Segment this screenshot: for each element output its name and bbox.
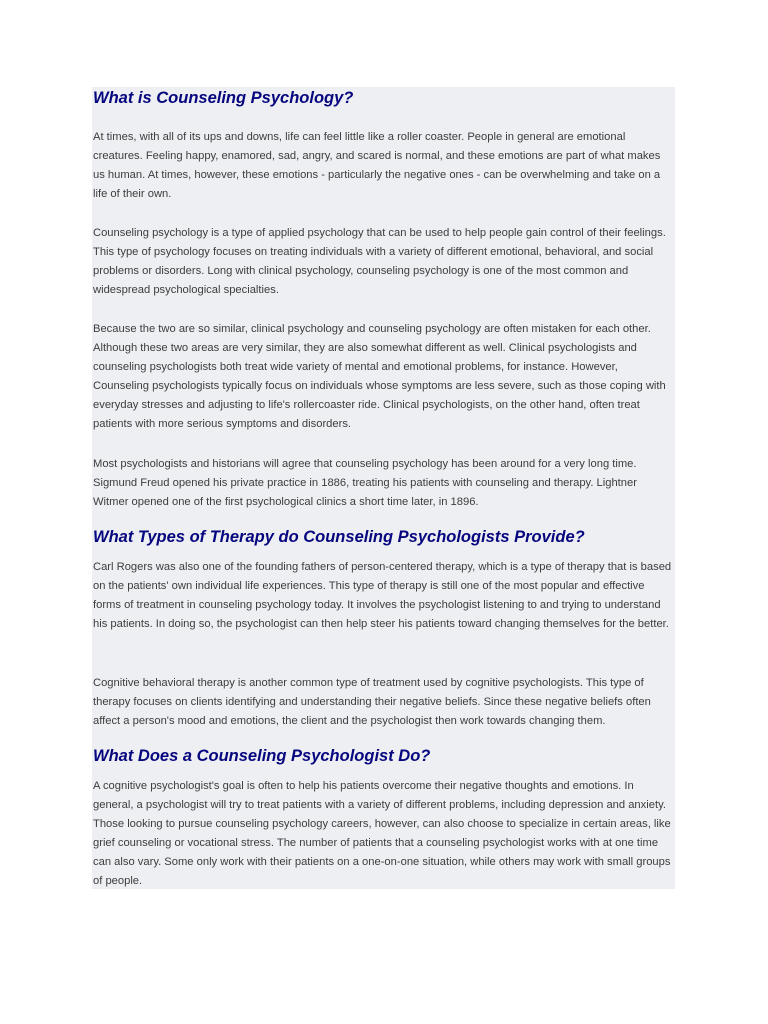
section-heading-what-is-counseling: What is Counseling Psychology?: [93, 89, 354, 107]
paragraph: At times, with all of its ups and downs, life can feel little like a roller coaster. People in general are emotional creatures. Feeling happy, enamored, sad, angry, and scared is normal, and these emotions are part of what makes us human. At times, however, these emotions - particularly the negative ones - can be overwhelming and take on a life of their own.: [93, 131, 661, 201]
paragraph: Because the two are so similar, clinical psychology and counseling psychology are often mistaken for each other. Although these two areas are very similar, they are also somewhat different as well. Clinical psychologists and counseling psychologists both treat wide variety of mental and emotional problems, for instance. However, Counseling psychologists typically focus on individuals whose symptoms are less severe, such as those coping with everyday stresses and adjusting to life's rollercoaster ride. Clinical psychologists, on the other hand, often treat patients with more serious symptoms and disorders.: [93, 323, 666, 431]
paragraph: Carl Rogers was also one of the founding fathers of person-centered therapy, which is a type of therapy that is based on the patients' own individual life experiences. This type of therapy is still one of the most popular and effective forms of treatment in counseling psychology today. It involves the psychologist listening to and trying to understand his patients. In doing so, the psychologist can then help steer his patients toward changing themselves for the better.: [93, 561, 672, 631]
paragraph: Most psychologists and historians will agree that counseling psychology has been around for a very long time. Sigmund Freud opened his private practice in 1886, treating his patients with counseling and therapy. Lightner Witmer opened one of the first psychological clinics a short time later, in 1896.: [93, 458, 637, 509]
section-heading-types-of-therapy: What Types of Therapy do Counseling Psychologists Provide?: [93, 528, 585, 546]
paragraph: Counseling psychology is a type of applied psychology that can be used to help people gain control of their feelings. This type of psychology focuses on treating individuals with a variety of different emotional, behavioral, and social problems or disorders. Long with clinical psychology, counseling psychology is one of the most common and widespread psychological specialties.: [93, 227, 666, 297]
section-heading-what-does-psychologist-do: What Does a Counseling Psychologist Do?: [93, 747, 431, 765]
paragraph: A cognitive psychologist's goal is often to help his patients overcome their negative thoughts and emotions. In general, a psychologist will try to treat patients with a variety of different problems, including depression and anxiety. Those looking to pursue counseling psychology careers, however, can also choose to specialize in certain areas, like grief counseling or vocational stress. The number of patients that a counseling psychologist works with at one time can also vary. Some only work with their patients on a one-on-one situation, while others may work with small groups of people.: [93, 780, 671, 888]
paragraph: Cognitive behavioral therapy is another common type of treatment used by cognitive psychologists. This type of therapy focuses on clients identifying and understanding their negative beliefs. Since these negative beliefs often affect a person's mood and emotions, the client and the psychologist then work towards changing them.: [93, 677, 651, 728]
